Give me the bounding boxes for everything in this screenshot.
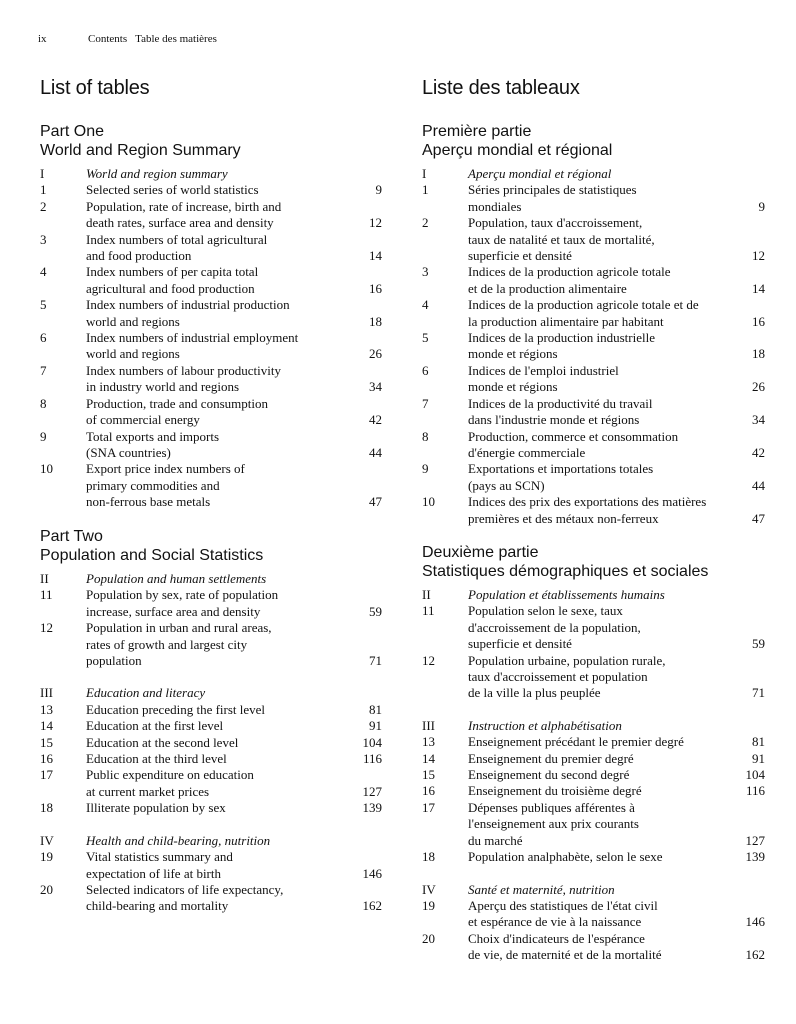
entry-title-line: world and regions [86, 313, 180, 329]
section-numeral: IV [40, 832, 54, 848]
section-title: Education and literacy [86, 685, 206, 701]
entry-title-line: expectation of life at birth [86, 865, 222, 881]
entry-title-line: Exportations et importations totales [468, 461, 654, 477]
part-title: World and Region Summary [40, 142, 241, 159]
section-header [422, 166, 765, 182]
page-reference[interactable]: 14 [752, 280, 765, 296]
entry-title-line: monde et régions [468, 346, 558, 362]
section-title: Health and child-bearing, nutrition [86, 832, 271, 848]
page-reference[interactable]: 18 [369, 313, 382, 329]
entry-title-line: (SNA countries) [86, 444, 171, 460]
page-reference[interactable]: 47 [752, 510, 765, 526]
entry-title-line: Population urbaine, population rurale, [468, 652, 666, 668]
running-head [38, 33, 217, 45]
entry-title-line: in industry world and regions [86, 379, 240, 395]
table-entry[interactable] [422, 653, 765, 702]
table-number: 8 [40, 395, 47, 411]
table-list [422, 587, 765, 964]
page-reference[interactable]: 91 [369, 718, 382, 734]
table-entry[interactable] [40, 232, 382, 265]
part-label: Première partie [422, 123, 532, 140]
entry-title-line: Total exports and imports [86, 428, 220, 444]
page-reference[interactable]: 81 [369, 701, 382, 717]
entry-title-line: taux d'accroissement et population [468, 669, 648, 685]
page-reference[interactable]: 71 [752, 685, 765, 701]
entry-title [86, 363, 342, 396]
entry-title-line: population [86, 653, 142, 669]
entry-title-line: rates of growth and largest city [86, 636, 248, 652]
entry-title [86, 587, 342, 620]
page-reference[interactable]: 116 [745, 783, 765, 799]
table-number: 13 [40, 701, 53, 717]
table-entry[interactable] [40, 587, 382, 620]
table-number: 10 [40, 461, 53, 477]
entry-title-line: Enseignement du second degré [468, 767, 630, 783]
entry-title-line: (pays au SCN) [468, 477, 545, 493]
table-entry[interactable] [40, 882, 382, 915]
table-entry[interactable] [40, 461, 382, 510]
entry-title-line: Production, trade and consumption [86, 395, 268, 411]
table-number: 17 [40, 767, 53, 783]
entry-title [468, 783, 725, 799]
page-reference[interactable]: 81 [752, 734, 765, 750]
entry-title [86, 461, 342, 510]
page-reference[interactable]: 9 [375, 182, 382, 198]
entry-title [86, 767, 342, 800]
section-header [40, 685, 382, 701]
table-entry[interactable] [422, 734, 765, 750]
table-entry[interactable] [40, 718, 382, 734]
table-entry[interactable] [422, 800, 765, 849]
entry-title [468, 429, 725, 462]
entry-title-line: et espérance de vie à la naissance [468, 914, 642, 930]
entry-title [86, 751, 342, 767]
page-reference[interactable]: 91 [752, 750, 765, 766]
table-number: 8 [422, 428, 429, 444]
table-entry[interactable] [422, 215, 765, 264]
section-title: Instruction et alphabétisation [468, 717, 622, 733]
section-header [422, 718, 765, 734]
entry-title [468, 653, 725, 702]
table-entry[interactable] [40, 702, 382, 718]
section-numeral: I [40, 166, 45, 181]
table-list [40, 571, 382, 915]
entry-title [468, 494, 725, 527]
page-reference[interactable]: 42 [369, 412, 382, 428]
entry-title [86, 264, 342, 297]
entry-title-line: Population, taux d'accroissement, [468, 215, 643, 231]
entry-title-line: Choix d'indicateurs de l'espérance [468, 930, 645, 946]
table-number: 6 [40, 330, 47, 346]
page-reference[interactable]: 9 [758, 198, 765, 214]
table-entry[interactable] [422, 767, 765, 783]
entry-title-line: Population selon le sexe, taux [468, 603, 623, 619]
section-numeral: I [422, 166, 427, 181]
section-title: Aperçu mondial et régional [468, 166, 612, 181]
entry-title-line: d'énergie commerciale [468, 444, 586, 460]
part-heading [422, 543, 708, 581]
table-entry[interactable] [422, 297, 765, 330]
table-number: 6 [422, 362, 429, 378]
entry-title [468, 461, 725, 494]
section-numeral: II [422, 587, 431, 602]
section-header [40, 571, 382, 587]
part-title: Statistiques démographiques et sociales [422, 563, 709, 580]
entry-title-line: Export price index numbers of [86, 461, 245, 477]
running-head-label: Contents Table des matières [88, 33, 217, 45]
page-reference[interactable]: 127 [362, 783, 382, 799]
table-number: 14 [422, 750, 435, 766]
section-numeral: II [40, 571, 49, 586]
entry-title-line: Dépenses publiques afférentes à [468, 799, 635, 815]
page-reference[interactable]: 71 [369, 653, 382, 669]
section-gap [422, 866, 765, 882]
entry-title-line: Population analphabète, selon le sexe [468, 849, 663, 865]
entry-title [468, 603, 725, 652]
entry-title-line: Aperçu des statistiques de l'état civil [468, 897, 658, 913]
entry-title-line: mondiales [468, 198, 522, 214]
page-reference[interactable]: 34 [752, 412, 765, 428]
entry-title-line: Population in urban and rural areas, [86, 620, 272, 636]
entry-title-line: Public expenditure on education [86, 767, 254, 783]
page-reference[interactable]: 26 [369, 346, 382, 362]
entry-title-line: Education at the first level [86, 718, 224, 734]
entry-title-line: world and regions [86, 346, 180, 362]
entry-title [86, 718, 342, 734]
entry-title [468, 800, 725, 849]
entry-title [86, 849, 342, 882]
page-reference[interactable]: 16 [369, 280, 382, 296]
entry-title-line: Education at the second level [86, 734, 239, 750]
section-numeral: III [40, 685, 53, 701]
table-entry[interactable] [40, 182, 382, 198]
section-title: Population and human settlements [86, 571, 267, 586]
part-title: Aperçu mondial et régional [422, 142, 613, 159]
table-number: 20 [40, 881, 53, 897]
table-number: 20 [422, 930, 435, 946]
entry-title-line: Séries principales de statistiques [468, 182, 637, 198]
part-label: Part Two [40, 528, 103, 545]
section-header [40, 166, 382, 182]
table-entry[interactable] [40, 264, 382, 297]
entry-title-line: Index numbers of total agricultural [86, 231, 268, 247]
table-number: 2 [422, 215, 429, 231]
page-reference[interactable]: 16 [752, 313, 765, 329]
table-entry[interactable] [422, 461, 765, 494]
entry-title-line: at current market prices [86, 783, 210, 799]
entry-title-line: non-ferrous base metals [86, 494, 211, 510]
entry-title-line: Production, commerce et consommation [468, 428, 679, 444]
page-reference[interactable]: 146 [362, 865, 382, 881]
part-heading [40, 122, 241, 160]
part-label: Deuxième partie [422, 544, 539, 561]
entry-title-line: Index numbers of labour productivity [86, 362, 281, 378]
table-number: 15 [422, 767, 435, 783]
table-entry[interactable] [422, 849, 765, 865]
entry-title-line: Indices de l'emploi industriel [468, 362, 619, 378]
entry-title-line: superficie et densité [468, 636, 572, 652]
table-entry[interactable] [40, 396, 382, 429]
table-entry[interactable] [40, 330, 382, 363]
table-entry[interactable] [40, 849, 382, 882]
entry-title-line: Illiterate population by sex [86, 800, 226, 816]
page-title: List of tables [40, 77, 150, 99]
section-title: World and region summary [86, 166, 228, 181]
entry-title-line: d'accroissement de la population, [468, 619, 641, 635]
entry-title-line: child-bearing and mortality [86, 898, 229, 914]
table-number: 19 [422, 897, 435, 913]
table-entry[interactable] [422, 330, 765, 363]
table-number: 18 [40, 800, 53, 816]
part-title: Population and Social Statistics [40, 547, 264, 564]
entry-title-line: increase, surface area and density [86, 603, 261, 619]
table-number: 7 [40, 362, 47, 378]
entry-title [86, 396, 342, 429]
section-gap [40, 669, 382, 685]
part-label: Part One [40, 123, 105, 140]
table-entry[interactable] [422, 429, 765, 462]
entry-title-line: primary commodities and [86, 477, 220, 493]
entry-title-line: de la ville la plus peuplée [468, 685, 601, 701]
entry-title-line: Index numbers of industrial employment [86, 330, 299, 346]
entry-title [86, 182, 342, 198]
table-number: 17 [422, 799, 435, 815]
table-number: 12 [422, 652, 435, 668]
page-reference[interactable]: 44 [752, 477, 765, 493]
page-reference[interactable]: 104 [745, 767, 765, 783]
section-gap [422, 702, 765, 718]
table-number: 12 [40, 620, 53, 636]
entry-title-line: Education at the third level [86, 751, 227, 767]
part-heading [40, 527, 263, 565]
table-entry[interactable] [40, 363, 382, 396]
entry-title [86, 199, 342, 232]
entry-title-line: Indices de la productivité du travail [468, 395, 653, 411]
table-number: 1 [422, 182, 429, 198]
page-reference[interactable]: 146 [745, 914, 765, 930]
entry-title [468, 182, 725, 215]
entry-title-line: Indices des prix des exportations des matières [468, 494, 707, 510]
entry-title-line: Indices de la production industrielle [468, 330, 656, 346]
page-reference[interactable]: 162 [745, 947, 765, 963]
entry-title [468, 215, 725, 264]
page-number: ix [38, 33, 47, 45]
table-number: 4 [422, 297, 429, 313]
entry-title-line: Education preceding the first level [86, 701, 266, 717]
page-reference[interactable]: 12 [752, 248, 765, 264]
entry-title [468, 931, 725, 964]
table-entry[interactable] [422, 603, 765, 652]
entry-title-line: Enseignement du premier degré [468, 750, 634, 766]
table-number: 9 [40, 428, 47, 444]
entry-title [86, 232, 342, 265]
entry-title-line: premières et des métaux non-ferreux [468, 510, 659, 526]
entry-title-line: death rates, surface area and density [86, 215, 274, 231]
table-number: 2 [40, 198, 47, 214]
table-entry[interactable] [40, 767, 382, 800]
table-entry[interactable] [40, 297, 382, 330]
entry-title [468, 898, 725, 931]
entry-title-line: agricultural and food production [86, 280, 255, 296]
entry-title-line: Indices de la production agricole totale et de [468, 297, 699, 313]
entry-title [86, 330, 342, 363]
page-reference[interactable]: 42 [752, 444, 765, 460]
page-reference[interactable]: 59 [369, 603, 382, 619]
part-heading [422, 122, 612, 160]
table-number: 11 [40, 587, 53, 603]
table-entry[interactable] [40, 620, 382, 669]
entry-title-line: Indices de la production agricole totale [468, 264, 671, 280]
table-entry[interactable] [40, 735, 382, 751]
table-entry[interactable] [422, 898, 765, 931]
entry-title-line: Selected indicators of life expectancy, [86, 881, 284, 897]
table-number: 18 [422, 849, 435, 865]
table-number: 16 [40, 751, 53, 767]
table-entry[interactable] [422, 783, 765, 799]
page-reference[interactable]: 104 [362, 734, 382, 750]
page-reference[interactable]: 116 [362, 751, 382, 767]
page-reference[interactable]: 12 [369, 215, 382, 231]
entry-title [468, 297, 725, 330]
entry-title-line: du marché [468, 832, 523, 848]
page-reference[interactable]: 14 [369, 248, 382, 264]
page-reference[interactable]: 26 [752, 379, 765, 395]
table-entry[interactable] [40, 800, 382, 816]
table-number: 16 [422, 783, 435, 799]
entry-title [468, 751, 725, 767]
entry-title-line: of commercial energy [86, 412, 200, 428]
entry-title-line: dans l'industrie monde et régions [468, 412, 640, 428]
entry-title [86, 620, 342, 669]
entry-title [86, 735, 342, 751]
entry-title [86, 800, 342, 816]
entry-title-line: Population by sex, rate of population [86, 587, 279, 603]
section-header [422, 587, 765, 603]
page-reference[interactable]: 34 [369, 379, 382, 395]
table-list [422, 166, 765, 527]
table-entry[interactable] [422, 363, 765, 396]
page-reference[interactable]: 127 [745, 832, 765, 848]
table-entry[interactable] [422, 931, 765, 964]
entry-title [468, 330, 725, 363]
section-gap [40, 817, 382, 833]
page-reference[interactable]: 44 [369, 444, 382, 460]
table-number: 15 [40, 734, 53, 750]
table-number: 14 [40, 718, 53, 734]
table-number: 9 [422, 461, 429, 477]
entry-title [86, 297, 342, 330]
table-entry[interactable] [422, 396, 765, 429]
table-number: 3 [40, 231, 47, 247]
table-number: 5 [422, 330, 429, 346]
entry-title [468, 767, 725, 783]
table-number: 13 [422, 734, 435, 750]
table-number: 5 [40, 297, 47, 313]
section-title: Santé et maternité, nutrition [468, 881, 615, 897]
entry-title-line: monde et régions [468, 379, 558, 395]
table-number: 11 [422, 603, 435, 619]
table-number: 7 [422, 395, 429, 411]
table-entry[interactable] [422, 751, 765, 767]
entry-title-line: superficie et densité [468, 248, 572, 264]
entry-title-line: Population, rate of increase, birth and [86, 198, 282, 214]
entry-title [468, 363, 725, 396]
entry-title-line: taux de natalité et taux de mortalité, [468, 231, 655, 247]
table-number: 4 [40, 264, 47, 280]
section-numeral: III [422, 717, 435, 733]
page-reference[interactable]: 47 [369, 494, 382, 510]
page-reference[interactable]: 162 [362, 898, 382, 914]
page-reference[interactable]: 59 [752, 636, 765, 652]
entry-title-line: Enseignement précédant le premier degré [468, 734, 684, 750]
entry-title-line: Index numbers of per capita total [86, 264, 259, 280]
table-entry[interactable] [422, 264, 765, 297]
section-numeral: IV [422, 881, 436, 897]
table-entry[interactable] [422, 494, 765, 527]
section-header [40, 833, 382, 849]
entry-title [468, 734, 725, 750]
entry-title-line: la production alimentaire par habitant [468, 313, 664, 329]
entry-title-line: Index numbers of industrial production [86, 297, 290, 313]
entry-title [468, 849, 725, 865]
section-title: Population et établissements humains [468, 587, 665, 602]
page-title-fr: Liste des tableaux [422, 77, 580, 99]
entry-title-line: de vie, de maternité et de la mortalité [468, 947, 662, 963]
table-entry[interactable] [422, 182, 765, 215]
table-list [40, 166, 382, 511]
entry-title-line: Vital statistics summary and [86, 849, 233, 865]
table-number: 3 [422, 264, 429, 280]
entry-title-line: and food production [86, 248, 192, 264]
entry-title [86, 702, 342, 718]
table-entry[interactable] [40, 429, 382, 462]
entry-title [86, 882, 342, 915]
entry-title-line: Enseignement du troisième degré [468, 783, 642, 799]
page-reference[interactable]: 18 [752, 346, 765, 362]
entry-title-line: et de la production alimentaire [468, 280, 627, 296]
table-number: 1 [40, 182, 47, 198]
page-reference[interactable]: 139 [362, 800, 382, 816]
entry-title [468, 396, 725, 429]
entry-title [86, 429, 342, 462]
page-reference[interactable]: 139 [745, 849, 765, 865]
table-entry[interactable] [40, 751, 382, 767]
entry-title-line: l'enseignement aux prix courants [468, 816, 639, 832]
entry-title-line: Selected series of world statistics [86, 182, 259, 198]
table-number: 10 [422, 494, 435, 510]
table-number: 19 [40, 849, 53, 865]
entry-title [468, 264, 725, 297]
section-header [422, 882, 765, 898]
table-entry[interactable] [40, 199, 382, 232]
